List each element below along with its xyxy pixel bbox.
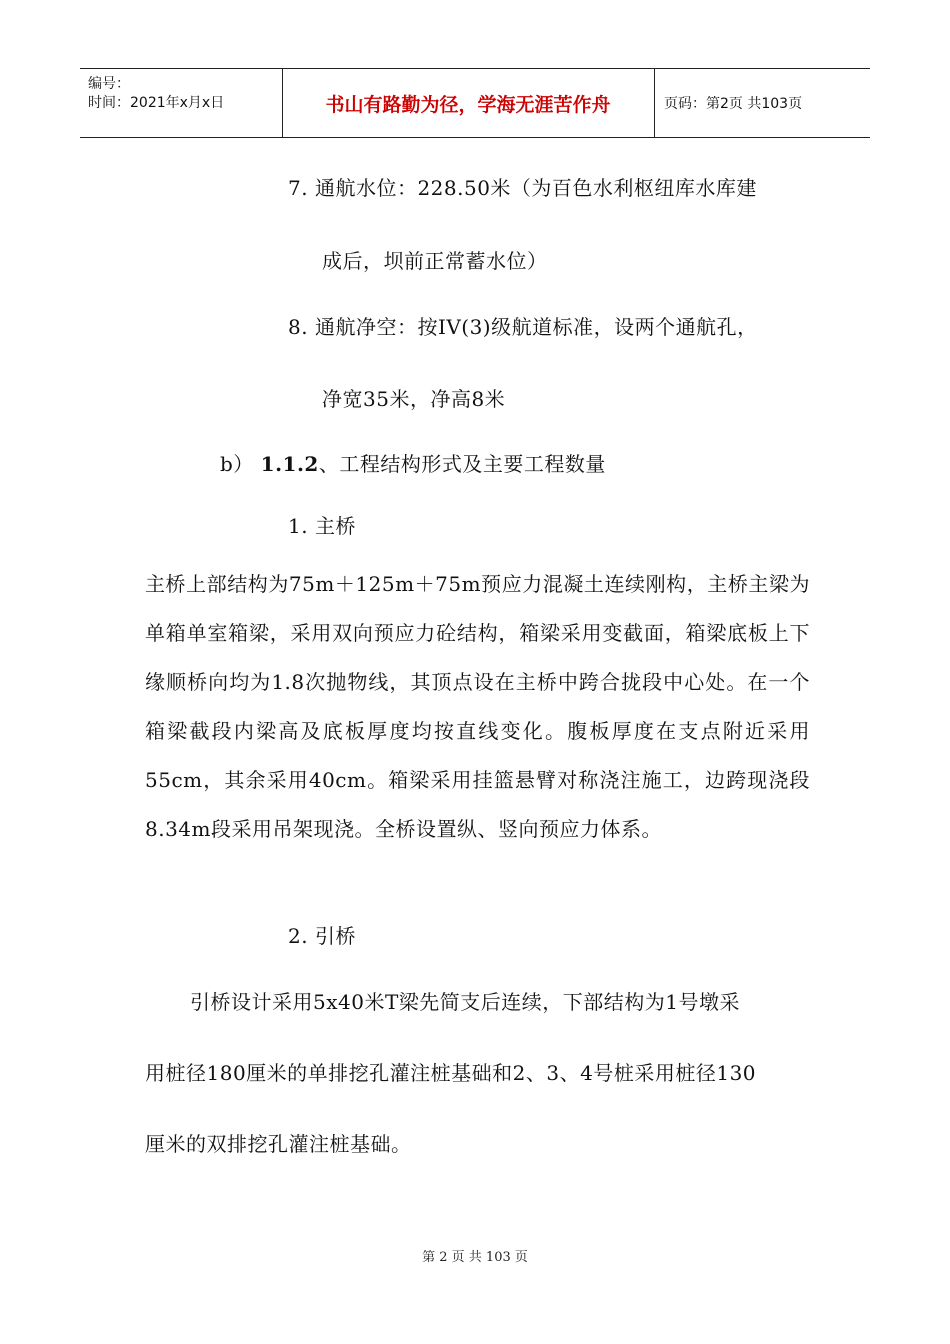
subheading-approach-bridge: 2. 引桥 [288, 924, 356, 948]
approach-line-3: 厘米的双排挖孔灌注桩基础。 [145, 1132, 412, 1156]
section-number: 1.1.2 [260, 452, 319, 476]
header-divider [654, 69, 655, 137]
page-header [80, 68, 870, 138]
doc-number-label: 编号： [88, 76, 130, 92]
section-prefix: b） [220, 452, 261, 476]
main-bridge-paragraph: 主桥上部结构为75m＋125m＋75m预应力混凝土连续刚构，主桥主梁为单箱单室箱梁，采用双向预应力砼结构，箱梁采用变截面，箱梁底板上下缘顺桥向均为1.8次抛物线，其顶点设在主桥中跨合拢段中心处。在一个箱梁截段内梁高及底板厚度均按直线变化。腹板厚度在支点附近采用55cm，其余采用40cm。箱梁采用挂篮悬臂对称浇注施工，边跨现浇段8.34m段采用吊架现浇。全桥设置纵、竖向预应力体系。 [145, 572, 810, 841]
section-heading [220, 448, 606, 477]
header-motto: 书山有路勤为径，学海无涯苦作舟 [325, 93, 611, 116]
approach-line-1: 引桥设计采用5x40米T梁先简支后连续，下部结构为1号墩采 [190, 990, 741, 1014]
section-title: 、工程结构形式及主要工程数量 [318, 452, 606, 476]
header-page-number: 页码：第2页 共103页 [664, 96, 803, 112]
header-meta [80, 69, 282, 137]
subheading-main-bridge: 1. 主桥 [288, 514, 356, 538]
page-footer: 第 2 页 共 103 页 [422, 1250, 528, 1265]
item-7-line-2: 成后，坝前正常蓄水位） [322, 249, 548, 273]
item-8-line-1: 8. 通航净空：按IV(3)级航道标准，设两个通航孔， [288, 315, 758, 339]
item-8-line-2: 净宽35米，净高8米 [322, 387, 506, 411]
item-7-line-1: 7. 通航水位：228.50米（为百色水利枢纽库水库建 [288, 176, 757, 200]
date-label: 时间：2021年x月x日 [88, 95, 225, 111]
approach-line-2: 用桩径180厘米的单排挖孔灌注桩基础和2、3、4号桩采用桩径130 [145, 1061, 757, 1085]
